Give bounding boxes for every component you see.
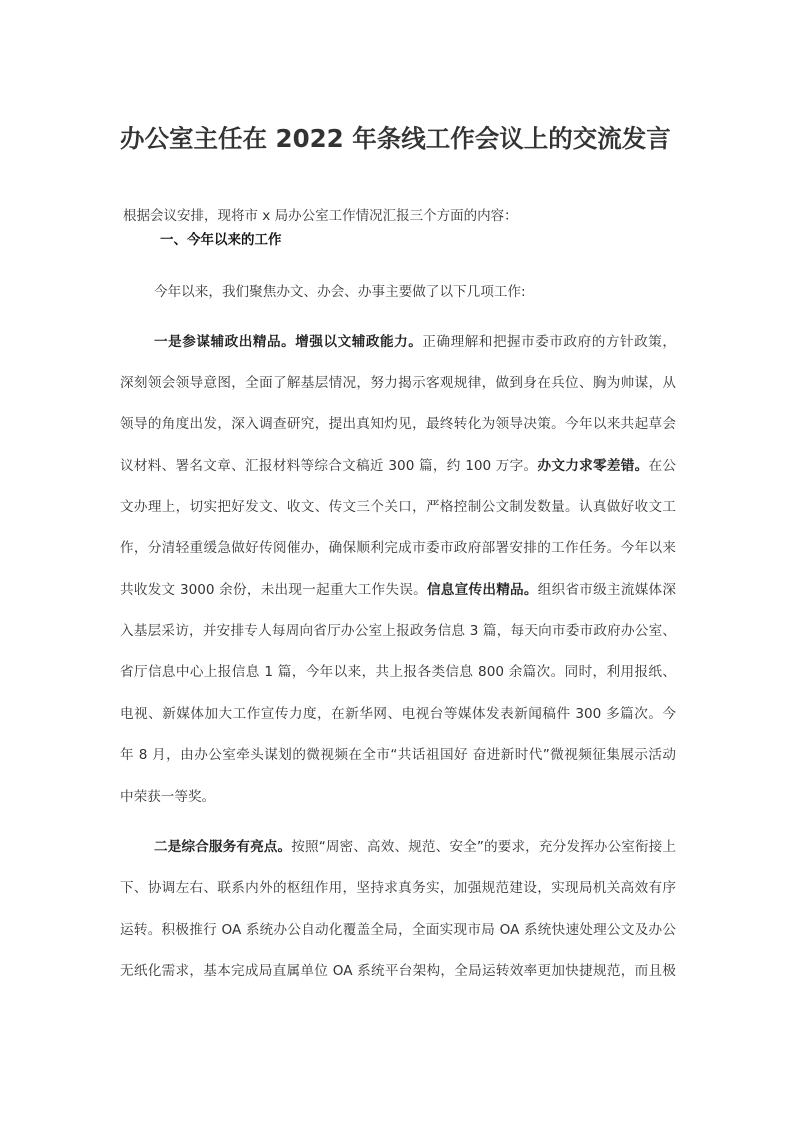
document-title: 办公室主任在 2022 年条线工作会议上的交流发言 [120,124,671,153]
bold-lead: 信息宣传出精品。 [426,582,538,598]
section-lead: 今年以来，我们聚焦办文、办会、办事主要做了以下几项工作: [154,284,526,300]
paragraph-line: 议材料、署名文章、汇报材料等综合文稿近 300 篇，约 100 万字。办文力求零差错。在公 [120,458,676,474]
bold-lead: 办文力求零差错。 [537,458,649,474]
paragraph-line: 年 8 月，由办公室牵头谋划的微视频在全市“共话祖国好 奋进新时代”微视频征集展示活动 [120,747,676,763]
paragraph-line: 入基层采访，并安排专人每周向省厅办公室上报政务信息 3 篇，每天向市委市政府办公室、 [120,623,676,639]
bold-lead: 二是综合服务有亮点。 [154,839,292,855]
paragraph-line: 作，分清轻重缓急做好传阅催办，确保顺利完成市委市政府部署安排的工作任务。今年以来 [120,540,676,556]
paragraph-line: 深刻领会领导意图，全面了解基层情况，努力揭示客观规律，做到身在兵位、胸为帅谋，从 [120,375,676,391]
paragraph-line: 二是综合服务有亮点。按照“周密、高效、规范、安全”的要求，充分发挥办公室衔接上 [154,839,677,855]
paragraph-line: 下、协调左右、联系内外的枢纽作用，坚持求真务实，加强规范建设，实现局机关高效有序 [120,880,676,896]
section-heading: 一、今年以来的工作 [160,232,282,248]
bold-lead: 一是参谋辅政出精品。增强以文辅政能力。 [154,334,423,350]
paragraph-line: 运转。积极推行 OA 系统办公自动化覆盖全局，全面实现市局 OA 系统快速处理公文及办公 [120,922,676,938]
paragraph-line: 省厅信息中心上报信息 1 篇，今年以来，共上报各类信息 800 余篇次。同时，利用报纸、 [120,664,676,680]
paragraph-line: 中荣获一等奖。 [120,789,216,805]
paragraph-line: 一是参谋辅政出精品。增强以文辅政能力。正确理解和把握市委市政府的方针政策， [154,334,677,350]
intro-paragraph: 根据会议安排，现将市 x 局办公室工作情况汇报三个方面的内容： [123,208,518,224]
paragraph-line: 文办理上，切实把好发文、收文、传文三个关口，严格控制公文制发数量。认真做好收文工 [120,499,676,515]
paragraph-line: 无纸化需求，基本完成局直属单位 OA 系统平台架构，全局运转效率更加快捷规范，而且极 [120,963,676,979]
paragraph-line: 电视、新媒体加大工作宣传力度，在新华网、电视台等媒体发表新闻稿件 300 多篇次。今 [120,706,676,722]
paragraph-line: 共收发文 3000 余份，未出现一起重大工作失误。信息宣传出精品。组织省市级主流媒体深 [120,582,677,598]
paragraph-line: 领导的角度出发，深入调查研究，提出真知灼见，最终转化为领导决策。今年以来共起草会 [120,416,676,432]
